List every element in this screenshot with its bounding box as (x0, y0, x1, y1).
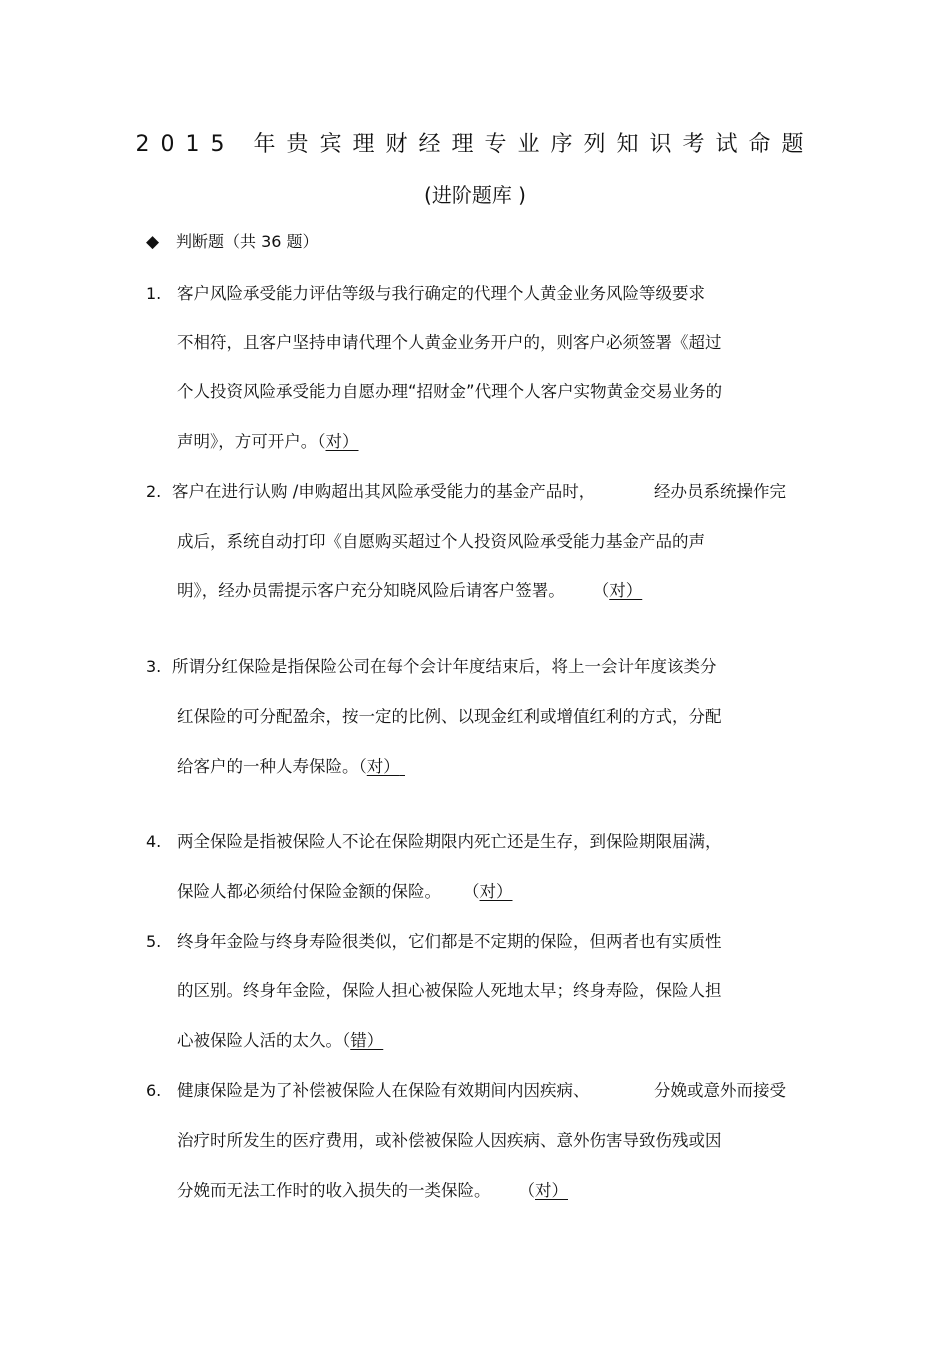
question-last-line (177, 1178, 568, 1204)
question-text: 明》，经办员需提示客户充分知晓风险后请客户签署。 (177, 581, 565, 600)
document-subtitle: (进阶题库 ) (424, 183, 526, 207)
question-text-line: 健康保险是为了补偿被保险人在保险有效期间内因疾病、 (177, 1081, 590, 1100)
question-text-line: 红保险的可分配盈余，按一定的比例、以现金红利或增值红利的方式，分配 (177, 707, 722, 726)
answer-open: （ (342, 1031, 351, 1050)
answer-underline-tail (400, 754, 412, 780)
answer: 对） (535, 1181, 568, 1200)
diamond-bullet-icon: ◆ (146, 232, 160, 252)
question-text-line: 个人投资风险承受能力自愿办理“招财金”代理个人客户实物黄金交易业务的 (177, 382, 723, 401)
question-text-line: 的区别。终身年金险，保险人担心被保险人死地太早；终身寿险，保险人担 (177, 981, 722, 1000)
section-heading (146, 229, 319, 255)
question-text: 分娩而无法工作时的收入损失的一类保险。 (177, 1181, 491, 1200)
question-text-line: 治疗时所发生的医疗费用，或补偿被保险人因疾病、意外伤害导致伤残或因 (177, 1131, 722, 1150)
question-text-line: 成后，系统自动打印《自愿购买超过个人投资风险承受能力基金产品的声 (177, 532, 705, 551)
question-text-line: 不相符，且客户坚持申请代理个人黄金业务开户的，则客户必须签署《超过 (177, 333, 722, 352)
answer-open: （ (592, 581, 610, 600)
question-text: 给客户的一种人寿保险。 (177, 757, 359, 776)
question-text-line: 所谓分红保险是指保险公司在每个会计年度结束后，将上一会计年度该类分 (172, 657, 717, 676)
question-number: 4. (146, 832, 162, 851)
question-number: 1. (146, 284, 162, 303)
answer: 对） (366, 757, 400, 776)
answer-open: （ (317, 432, 326, 451)
question-number: 2. (146, 482, 162, 501)
question-text-line: 客户在进行认购 /申购超出其风险承受能力的基金产品时， (172, 482, 596, 501)
question-text-line: 终身年金险与终身寿险很类似，它们都是不定期的保险，但两者也有实质性 (177, 932, 722, 951)
question-last-line (177, 429, 359, 455)
answer-open: （ (518, 1181, 535, 1200)
answer-open: （ (463, 882, 480, 901)
question-text-line: 分娩或意外而接受 (654, 1081, 786, 1100)
question-number: 5. (146, 932, 162, 951)
answer: 对） (609, 581, 643, 600)
answer-open: （ (358, 757, 367, 776)
document-title: 2015 年贵宾理财经理专业序列知识考试命题 (135, 132, 815, 157)
answer: 错） (350, 1031, 384, 1050)
question-last-line (177, 754, 412, 780)
question-number: 6. (146, 1081, 162, 1100)
section-label: 判断题（共 36 题） (176, 232, 319, 251)
question-text-line: 两全保险是指被保险人不论在保险期限内死亡还是生存，到保险期限届满， (177, 832, 722, 851)
question-text-line: 经办员系统操作完 (654, 482, 786, 501)
question-last-line (177, 578, 642, 604)
question-last-line (177, 1028, 383, 1054)
answer: 对） (325, 432, 359, 451)
question-text-line: 客户风险承受能力评估等级与我行确定的代理个人黄金业务风险等级要求 (177, 284, 705, 303)
answer: 对） (479, 882, 513, 901)
question-number: 3. (146, 657, 162, 676)
question-last-line (177, 879, 513, 905)
question-text: 保险人都必须给付保险金额的保险。 (177, 882, 441, 901)
question-text: 声明》，方可开户。 (177, 432, 318, 451)
question-text: 心被保险人活的太久。 (177, 1031, 342, 1050)
